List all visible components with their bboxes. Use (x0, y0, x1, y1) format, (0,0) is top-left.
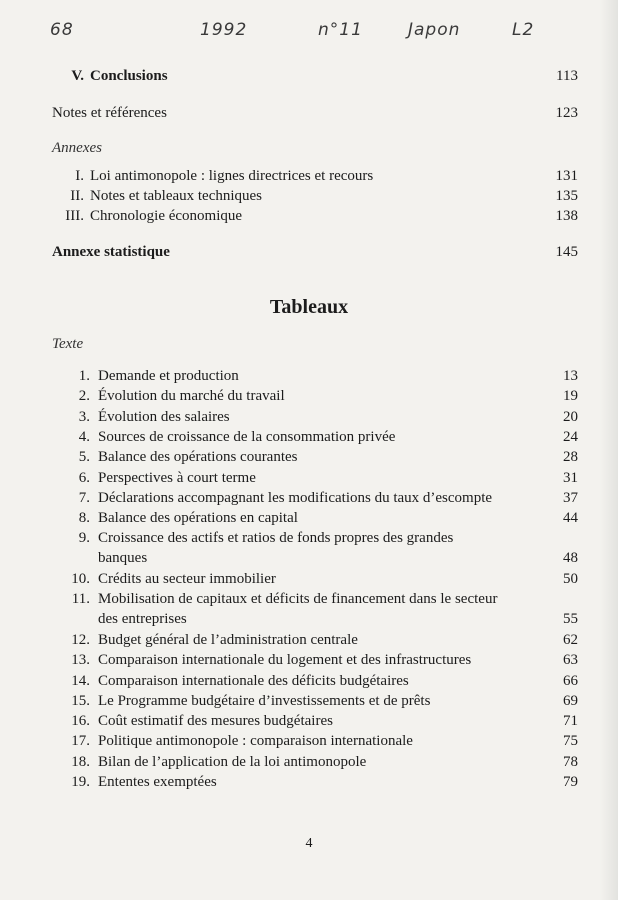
table-entry-title (98, 407, 542, 427)
table-entry (52, 468, 578, 488)
table-entry (52, 772, 578, 792)
table-entry-title (98, 569, 542, 589)
section-heading-tableaux: Tableaux (269, 296, 349, 318)
table-entry (52, 691, 578, 711)
table-entry-page: 50 (563, 571, 578, 587)
table-entry (52, 407, 578, 427)
table-entry-page: 20 (563, 408, 578, 425)
table-entry (52, 731, 578, 751)
table-entry-number: 12. (71, 631, 90, 648)
annex-title: Notes et tableaux techniques (90, 188, 263, 204)
table-entry-title (98, 752, 542, 772)
table-entry-number: 10. (71, 571, 90, 587)
table-entry (52, 427, 578, 447)
table-entry-number: 5. (78, 449, 90, 466)
table-entry-number: 3. (78, 408, 90, 425)
table-entry-title-line: Déclarations accompagnant les modifications du taux d’escompte (98, 489, 493, 506)
table-entry (52, 528, 578, 568)
table-entry-page: 44 (563, 510, 578, 527)
annex-page: 135 (555, 188, 578, 204)
table-entry-title-line: Balance des opérations courantes (98, 449, 298, 466)
toc-entry-title: Notes et références (52, 105, 167, 121)
table-entry-title (98, 671, 542, 691)
table-entry-title-line: Croissance des actifs et ratios de fonds propres des grandes (98, 530, 454, 547)
table-entry-page: 13 (563, 368, 578, 384)
annex-number: III. (65, 208, 84, 224)
table-entry-title (98, 468, 542, 488)
handwritten-note: 68 (50, 20, 74, 40)
annex-page: 131 (555, 168, 578, 184)
annex-title: Loi antimonopole : lignes directrices et recours (90, 168, 374, 184)
table-entry-number: 1. (78, 368, 90, 384)
table-entry-title (98, 488, 542, 508)
table-entry-title (98, 447, 542, 467)
table-entry-number: 13. (71, 652, 90, 669)
table-entry-title-line: Crédits au secteur immobilier (98, 571, 276, 587)
table-entry-page: 79 (563, 774, 578, 790)
table-entry-number: 2. (78, 388, 90, 405)
table-entry (52, 589, 578, 629)
handwritten-note: L2 (512, 20, 535, 40)
table-entry (52, 630, 578, 650)
section-label-annexes: Annexes (52, 140, 102, 156)
table-entry-page: 37 (563, 489, 578, 506)
annex-page: 138 (555, 208, 578, 224)
annex-number: II. (70, 188, 84, 204)
table-entry-number: 18. (71, 753, 90, 770)
toc-entry (52, 242, 578, 262)
table-entry-page: 31 (563, 469, 578, 486)
table-entry-number: 7. (78, 489, 90, 506)
table-entry-title (98, 508, 542, 528)
table-entry-number: 6. (78, 469, 90, 486)
table-entry-title (98, 366, 542, 386)
annex-entry (52, 166, 578, 186)
toc-entry-number: V. (71, 68, 84, 84)
toc-entry-page: 145 (555, 244, 578, 260)
table-entry-title (98, 731, 542, 751)
table-entry-page: 78 (563, 753, 578, 770)
table-entry-title-line: Sources de croissance de la consommation privée (98, 428, 396, 445)
table-entry-title-line: Bilan de l’application de la loi antimonopole (98, 753, 367, 770)
toc-entry-page: 113 (556, 68, 578, 84)
table-entry (52, 488, 578, 508)
table-entry-number: 17. (71, 733, 90, 750)
toc-entry (52, 66, 578, 86)
table-entry-number: 14. (71, 672, 90, 689)
table-entry-title (98, 711, 542, 731)
toc-entry (52, 103, 578, 123)
table-entry-title-line: Budget général de l’administration centrale (98, 631, 358, 648)
table-entry-number: 8. (78, 510, 90, 527)
table-entry-page: 69 (563, 692, 578, 709)
table-entry (52, 569, 578, 589)
table-entry-page: 19 (563, 388, 578, 405)
table-entry-title-line: Évolution du marché du travail (98, 388, 285, 405)
table-entry-number: 15. (71, 692, 90, 709)
table-entry (52, 650, 578, 670)
table-entry-page: 28 (563, 449, 578, 466)
handwritten-note: 1992 (200, 20, 248, 40)
table-entry (52, 447, 578, 467)
table-entry-page: 24 (563, 428, 578, 445)
table-entry-title-line: Mobilisation de capitaux et déficits de financement dans le secteur (98, 591, 498, 608)
table-entry-page: 63 (563, 652, 578, 669)
table-entry-title-line: Perspectives à court terme (98, 469, 256, 486)
table-entry-page: 48 (563, 550, 578, 567)
section-label-texte: Texte (52, 336, 84, 352)
page-edge-shadow (600, 0, 618, 900)
table-entry-title-line: Comparaison internationale du logement et des infrastructures (98, 652, 472, 669)
table-entry-title (98, 630, 542, 650)
table-entry (52, 671, 578, 691)
table-entry-page: 66 (563, 672, 578, 689)
table-entry-number: 11. (71, 591, 90, 608)
table-entry (52, 752, 578, 772)
table-entry-title (98, 386, 542, 406)
table-entry-number: 19. (71, 774, 90, 790)
table-entry-title-line: Coût estimatif des mesures budgétaires (98, 713, 333, 730)
annex-number: I. (75, 168, 84, 184)
table-entry-title (98, 650, 542, 670)
handwritten-note: n°11 (318, 20, 363, 40)
toc-entry-title: Conclusions (90, 68, 168, 84)
table-entry-page: 71 (563, 713, 578, 730)
table-entry-title-line: Balance des opérations en capital (98, 510, 298, 527)
toc-entry-page: 123 (555, 105, 578, 121)
table-entry-number: 9. (78, 530, 90, 547)
table-entry-title-line: Comparaison internationale des déficits budgétaires (98, 672, 409, 689)
annex-entry (52, 186, 578, 206)
table-entry-page: 75 (563, 733, 578, 750)
table-entry (52, 711, 578, 731)
table-entry-title-line: Demande et production (98, 368, 239, 384)
table-entry-title-line: Le Programme budgétaire d’investissements et de prêts (98, 692, 431, 709)
table-entry-page: 62 (563, 631, 578, 648)
table-entry-title-line: Ententes exemptées (98, 774, 217, 790)
table-entry-page: 55 (563, 611, 578, 628)
table-entry-title (98, 589, 542, 629)
toc-entry-title: Annexe statistique (52, 244, 170, 260)
table-entry-title (98, 427, 542, 447)
handwritten-note: Japon (408, 20, 461, 40)
table-entry-title-line: banques (98, 550, 148, 567)
table-entry-title (98, 772, 542, 792)
table-entry-title (98, 691, 542, 711)
table-entry-number: 4. (78, 428, 90, 445)
annex-entry (52, 206, 578, 226)
table-entry (52, 386, 578, 406)
table-entry-title-line: des entreprises (98, 611, 187, 628)
table-entry-title (98, 528, 542, 568)
table-entry (52, 508, 578, 528)
table-entry-title-line: Politique antimonopole : comparaison internationale (98, 733, 413, 750)
annex-title: Chronologie économique (90, 208, 243, 224)
table-entry (52, 366, 578, 386)
page-number: 4 (305, 836, 313, 851)
table-entry-title-line: Évolution des salaires (98, 408, 230, 425)
table-entry-number: 16. (71, 713, 90, 730)
